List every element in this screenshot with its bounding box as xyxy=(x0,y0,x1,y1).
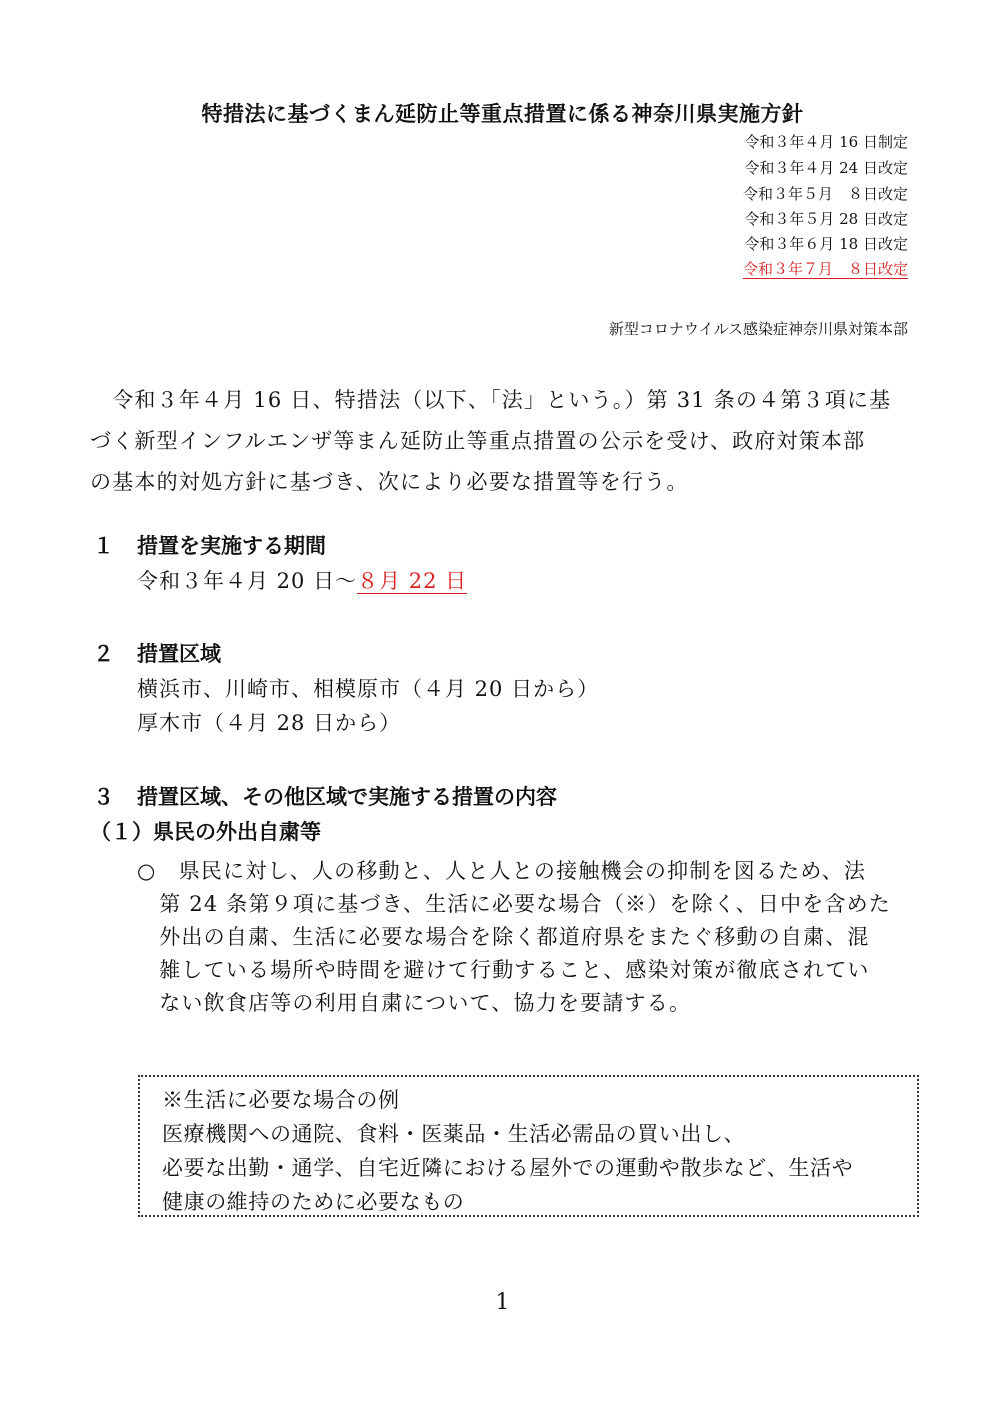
bullet-line: 外出の自粛、生活に必要な場合を除く都道府県をまたぐ移動の自粛、混 xyxy=(137,925,870,949)
revision-date: 令和３年５月 28 日改定 xyxy=(744,210,908,228)
section1-period xyxy=(137,565,467,595)
revision-date: 令和３年５月 ８日改定 xyxy=(742,185,908,203)
page-number: 1 xyxy=(495,1290,510,1315)
intro-paragraph xyxy=(90,380,920,503)
section1-heading: 措置を実施する期間 xyxy=(137,534,326,558)
note-line: 医療機関への通院、食料・医薬品・生活必需品の買い出し、 xyxy=(162,1122,746,1146)
note-box xyxy=(138,1075,919,1217)
period-start: 令和３年４月 20 日～ xyxy=(137,569,358,593)
revision-date-latest: 令和３年７月 ８日改定 xyxy=(742,260,908,278)
intro-line: づく新型インフルエンザ等まん延防止等重点措置の公示を受け、政府対策本部 xyxy=(90,429,866,453)
document-title: 特措法に基づくまん延防止等重点措置に係る神奈川県実施方針 xyxy=(201,102,804,126)
intro-line: の基本的対処方針に基づき、次により必要な措置等を行う。 xyxy=(90,470,689,494)
area-item: 厚木市（４月 28 日から） xyxy=(137,711,402,735)
bullet-line: 雑している場所や時間を避けて行動すること、感染対策が徹底されてい xyxy=(137,958,870,982)
note-line: 健康の維持のために必要なもの xyxy=(162,1190,465,1214)
issuer: 新型コロナウイルス感染症神奈川県対策本部 xyxy=(608,320,908,338)
revision-date: 令和３年４月 16 日制定 xyxy=(744,133,908,151)
section2-number: ２ xyxy=(93,642,114,666)
revision-date: 令和３年４月 24 日改定 xyxy=(744,159,908,177)
intro-line: 令和３年４月 16 日、特措法（以下、「法」という。）第 31 条の４第３項に基 xyxy=(90,388,892,412)
bullet-line: ない飲食店等の利用自粛について、協力を要請する。 xyxy=(137,991,692,1015)
revision-date: 令和３年６月 18 日改定 xyxy=(744,235,908,253)
section2-heading: 措置区域 xyxy=(137,642,221,666)
note-line: 必要な出勤・通学、自宅近隣における屋外での運動や散歩など、生活や xyxy=(162,1156,854,1180)
area-item: 横浜市、川崎市、相模原市（４月 20 日から） xyxy=(137,677,600,701)
section3-number: ３ xyxy=(93,785,114,809)
period-end: ８月 22 日 xyxy=(357,569,468,593)
bullet-line: ○ 県民に対し、人の移動と、人と人との接触機会の抑制を図るため、法 xyxy=(137,859,867,883)
subsection-heading: （１）県民の外出自粛等 xyxy=(90,820,321,844)
bullet-paragraph xyxy=(137,855,927,1020)
section1-number: １ xyxy=(93,534,114,558)
bullet-line: 第 24 条第９項に基づき、生活に必要な場合（※）を除く、日中を含めた xyxy=(137,892,892,916)
section3-heading: 措置区域、その他区域で実施する措置の内容 xyxy=(137,785,557,809)
note-line: ※生活に必要な場合の例 xyxy=(162,1088,400,1112)
